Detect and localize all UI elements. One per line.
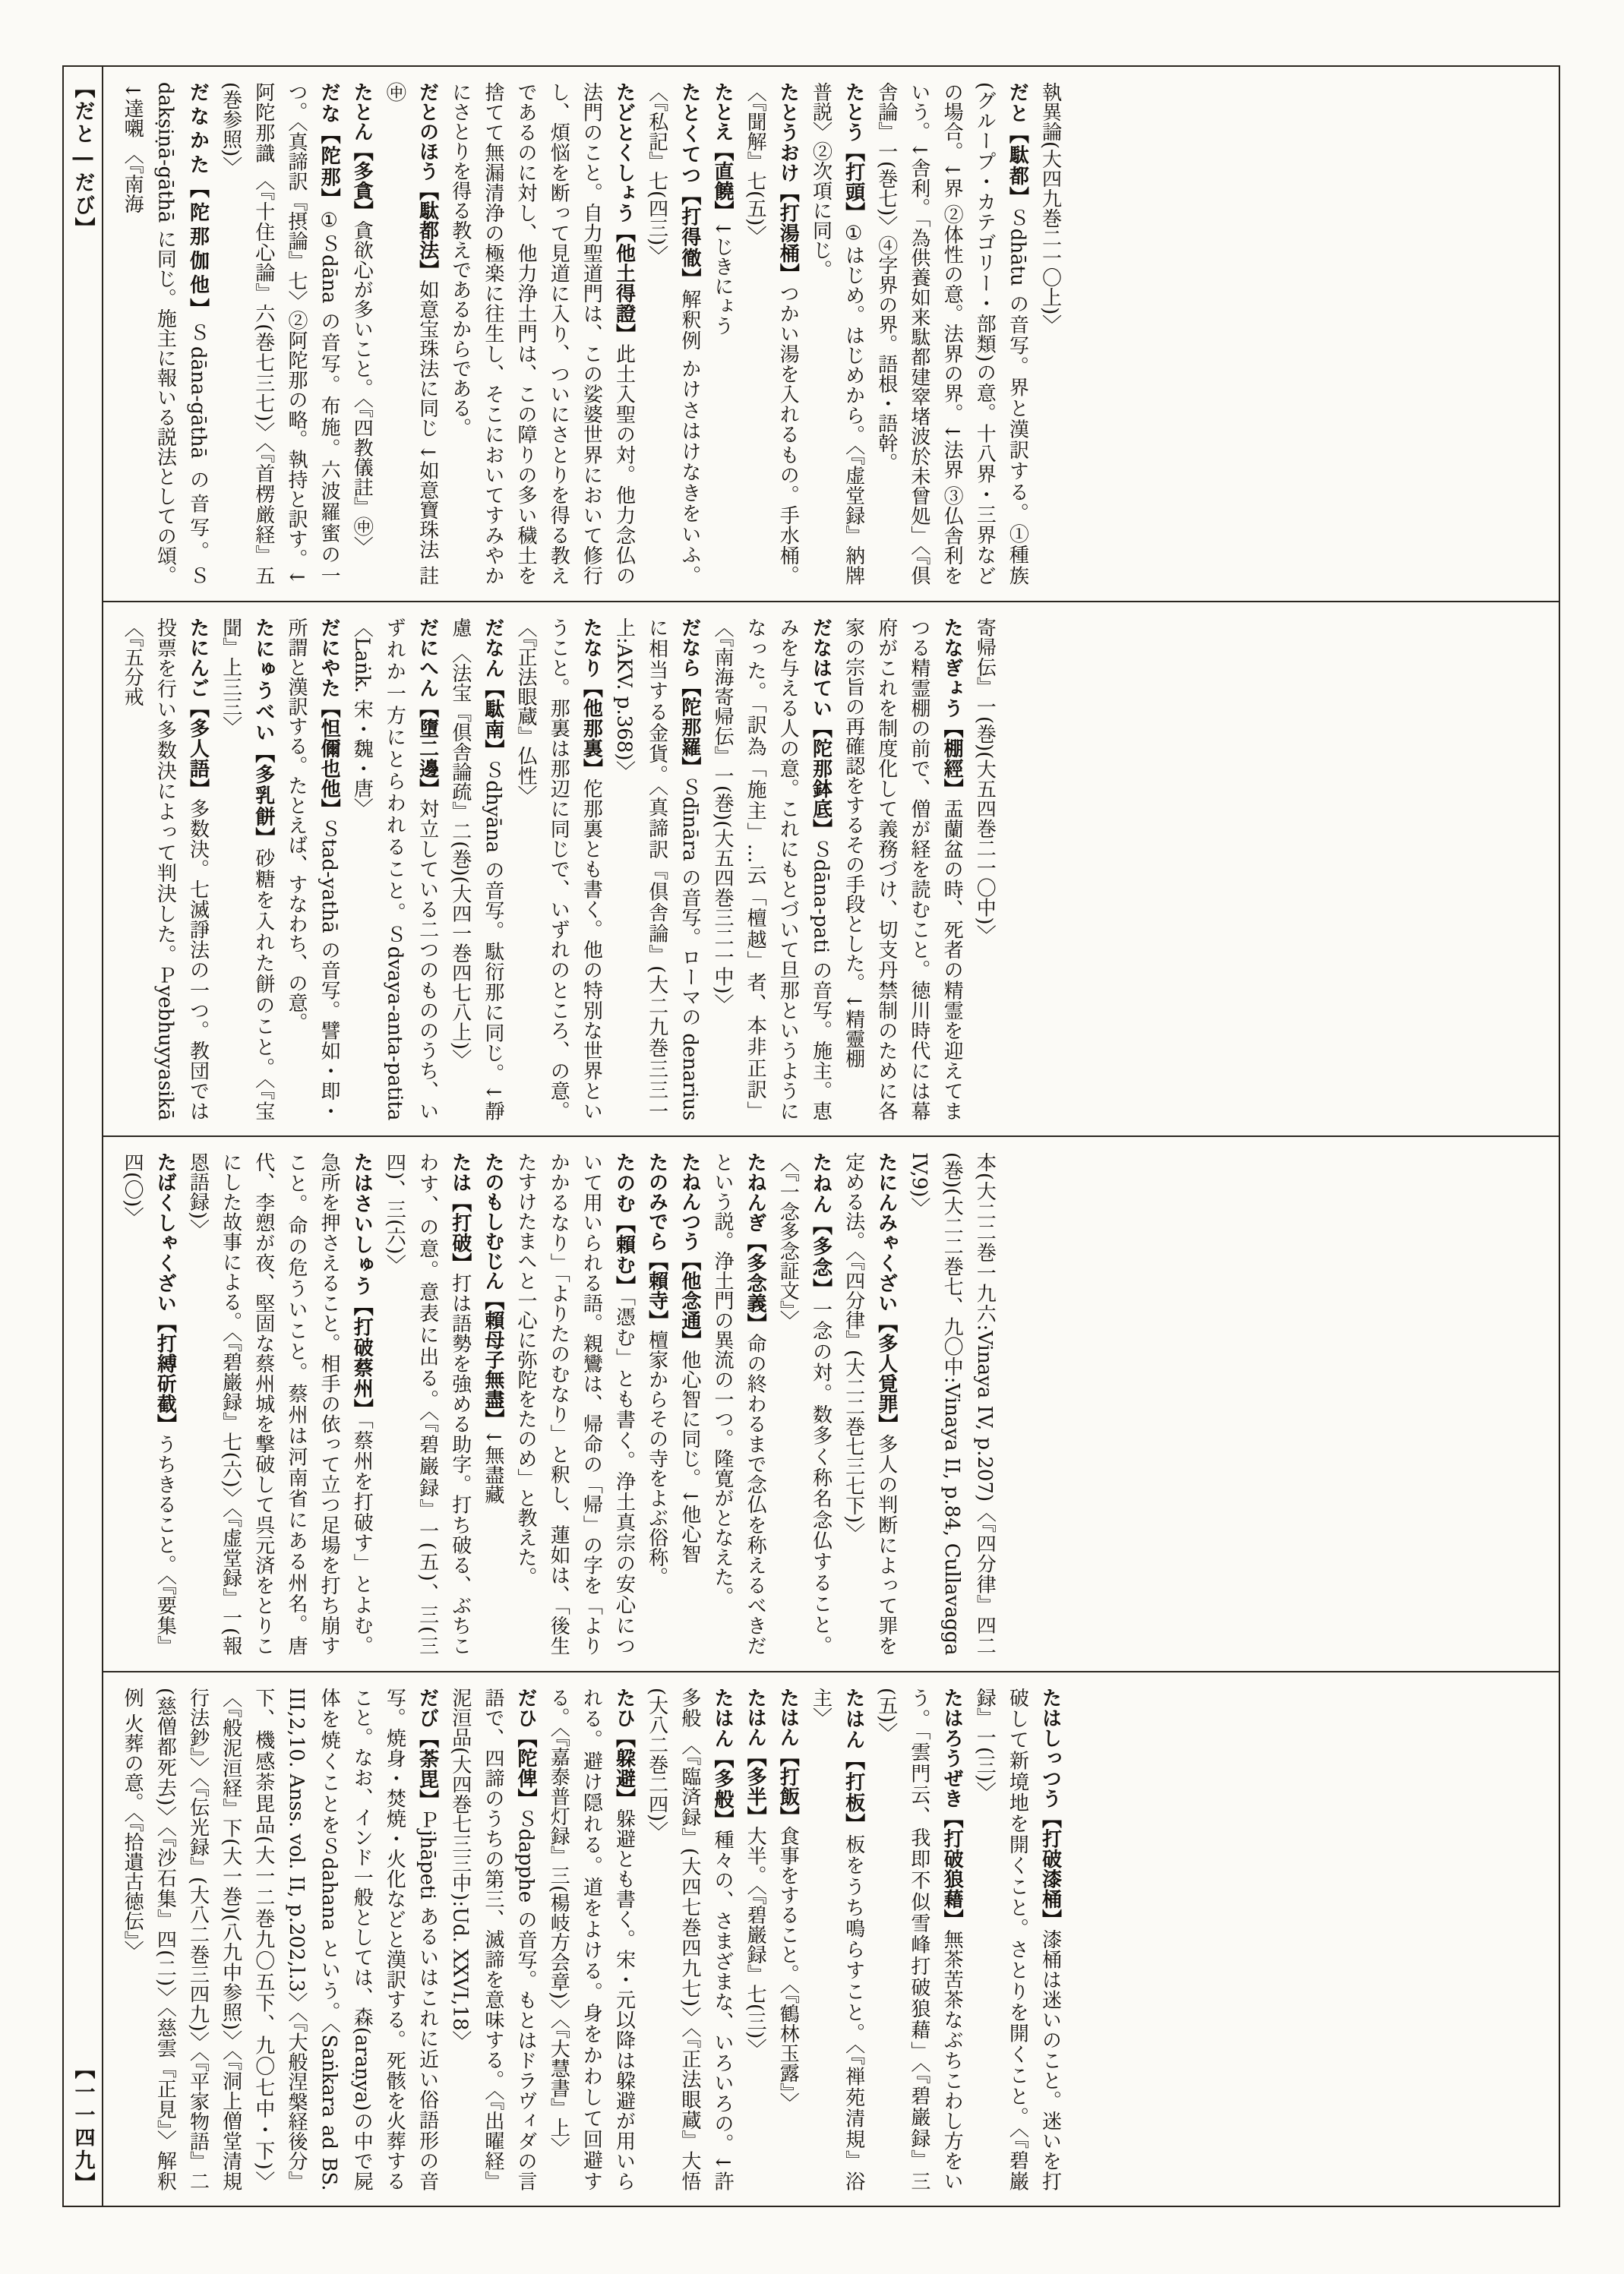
entry-headword: だにやた【怛儞也他】 [318, 617, 341, 819]
dictionary-entry [870, 1688, 968, 2191]
dictionary-entry [115, 1152, 181, 1656]
dictionary-entry [213, 617, 279, 1121]
band-2-entries [115, 617, 1000, 1121]
entry-headword: たどとくしょう【他土得證】 [612, 82, 636, 344]
entry-body: Ｓdhātu の音写。界と漢訳する。①種族(グループ・カテゴリー・部類)の意。十八界・三界などの場合。↓界 ②体性の意。法界の界。↓法界 ③仏舎利をいう。↓舎利。「為供養如来駄都建窣堵波於未曾処」〈『倶舎論』一(巻七)〉④字界の界。語根・語幹。 [874, 82, 1029, 586]
entry-body: Ｓdāna-pati の音写。施主。恵みを与える人の意。これにもとづいて旦那というようになった。「訳為「施主」…云「檀越」者、本非正訳」〈『南海寄帰伝』一(巻)(大五四巻三二一中)〉 [710, 617, 833, 1120]
entry-headword: たはん【多半】 [744, 1687, 767, 1826]
entry-headword: たのむ【賴む】 [612, 1152, 636, 1296]
entry-body: 本(大二二巻一九六:Vinaya IV, p.207)〈『四分律』四二(巻)(大二二巻七、九〇中:Vinaya II, p.84, Cullavagga IV,9)〉 [907, 1152, 997, 1656]
entry-headword: たなり【他那裏】 [580, 617, 603, 779]
running-head: 【だと―だび】 [71, 77, 95, 240]
entry-body: 如意宝珠法に同じ ↓如意寶珠法 註㊥ [383, 82, 439, 586]
entry-body: Ｓdīnāra の音写。ローマの denarius に相当する金貨。〈真諦訳『倶舎論』(大二九巻三三一上:AKV. p.368)〉 [612, 617, 701, 1121]
dictionary-entry [476, 1152, 509, 1656]
entry-headword: たはさいしゅう【打破蔡州】 [350, 1152, 374, 1420]
entry-headword: たのもしむじん【賴母子無盡】 [481, 1152, 504, 1429]
dictionary-entry [378, 82, 443, 586]
dictionary-entry [804, 82, 869, 586]
page-number: 【一一四九】 [71, 2058, 95, 2195]
entry-body: 多人の判断によって罪を定める法。〈『四分律』(大二二巻七三七下)〉 [842, 1152, 898, 1656]
entry-body: Ｐjhāpeti あるいはこれに近い俗語形の音写。焼身・焚焼・火化などと漢訳する。死骸を火葬すること。なお、インド一般としては、森(araṇya)の中で屍体を焼くことをＳdahana という。〈Saṅkara ad BS. III,2,10. Anss. vol. II, p.202,l.3〉〈『大般涅槃経後分』下、機感荼毘品(大一二巻九〇五下、九〇七中・下)〉〈『般泥洹経』下(大一巻)(八九中参照)〉〈『洞上僧堂清規行法鈔』〉〈『伝光録』(大八二巻三四九)〉〈『平家物語』二(慈僧都死去)〉〈『沙石集』四(二)〉〈慈雲『正見』〉解釈例 火葬の意。〈『拾遺古徳伝』〉 [121, 1687, 439, 2191]
dictionary-entry [444, 1688, 542, 2191]
dictionary-entry [738, 82, 804, 586]
band-2 [103, 602, 1559, 1138]
entry-body: 大半。〈『碧巌録』七(三)〉 [744, 1825, 767, 2058]
entry-body: つかい湯を入れるもの。手水桶。〈『聞解』七(五)〉 [744, 82, 800, 586]
entry-body: 砂糖を入れた餅のこと。〈『宝聞』上三三〉 [219, 617, 275, 1121]
entry-body: 此土入聖の対。他力念仏の法門のこと。自力聖道門は、この娑婆世界において修行し、煩悩を断って見道に入り、ついにさとりを得る教えであるのに対し、他力浄土門は、この障りの多い穢土を捨てて無漏清浄の極楽に往生し、そこにおいてすみやかにさとりを得る教えであるからである。 [448, 82, 636, 586]
dictionary-entry [836, 1152, 902, 1656]
entry-body: 貪欲心が多いこと。〈『四教儀註』㊥〉 [350, 220, 374, 556]
entry-headword: たとうおけ【打湯桶】 [776, 82, 800, 284]
band-1 [103, 67, 1559, 602]
entry-headword: たは【打破】 [448, 1152, 472, 1274]
entry-headword: だなん【駄南】 [481, 617, 504, 760]
entry-headword: だび【荼毘】 [415, 1687, 439, 1810]
entry-headword: だなら【陀那羅】 [678, 617, 701, 777]
dictionary-entry [968, 1688, 1066, 2191]
text-body [103, 67, 1559, 2206]
dictionary-entry [542, 1688, 640, 2191]
dictionary-entry [738, 1688, 771, 2191]
entry-body: うちきること。〈『要集』四(〇)〉 [121, 1152, 177, 1656]
entry-headword: だにへん【墮二邊】 [415, 617, 439, 799]
entry-body: 多数決。七滅諍法の一つ。教団では投票を行い多数決によって判決した。Ｐyebhuyyasikā 〈『五分戒 [121, 617, 210, 1121]
entry-body: Ｓdāna-gāthā の音写。Ｓdakṣiṇā-gāthā に同じ。施主に報いる説法としての頌。↓達嚫 〈『南海 [121, 82, 210, 586]
band-4 [103, 1672, 1559, 2206]
entry-headword: たとう【打頭】 [842, 82, 865, 223]
entry-body: 一念の対。数多く称名念仏すること。〈『一念多念証文』〉 [776, 1152, 833, 1656]
dictionary-entry [181, 1152, 378, 1656]
entry-body: Ｓdapphe の音写。もとはドラヴィダの言語で、四諦のうちの第三、滅諦を意味する。〈『出曜経』泥洹品(大四巻七三三中):Ud. XXVI,18〉 [448, 1687, 538, 2191]
dictionary-entry [640, 82, 706, 586]
entry-body: 佗那裏とも書く。他の特別な世界ということ。那裏は那辺に同じで、いずれのところ、の意。〈『正法眼蔵』仏性〉 [514, 617, 603, 1121]
entry-headword: たとん【多貪】 [350, 82, 374, 220]
dictionary-entry [804, 1688, 869, 2191]
entry-headword: だなはてい【陀那鉢底】 [809, 617, 833, 839]
dictionary-entry [444, 617, 509, 1121]
entry-body: 寄帰伝』一(巻)(大五四巻二一〇中)〉 [973, 617, 997, 945]
entry-headword: たねんぎ【多念義】 [744, 1152, 767, 1334]
entry-headword: たのみでら【賴寺】 [645, 1152, 668, 1330]
entry-body: Ｓdhyāna の音写。駄衍那に同じ。↓靜慮 〈法宝『倶舎論疏』二(巻)(大四一巻四七八上)〉 [448, 617, 504, 1121]
entry-headword: たにゅうべい【多乳餅】 [251, 617, 275, 848]
dictionary-entry [444, 82, 640, 586]
entry-headword: たなぎょう【棚經】 [940, 617, 964, 799]
entry-headword: だとのほう【駄都法】 [415, 82, 439, 280]
entry-body: 板をうち鳴らすこと。〈『禅苑清規』浴主〉 [809, 1687, 865, 2191]
entry-headword: たひ【躱避】 [612, 1687, 636, 1808]
dictionary-entry [771, 1688, 804, 2191]
dictionary-entry [509, 1152, 640, 1656]
entry-body: 無茶苦茶なぶちこわし方をいう。「雲門云、我即不似雪峰打破狼藉」〈『碧巌録』三(五)〉 [874, 1687, 964, 2191]
entry-headword: たとくてつ【打得徹】 [678, 82, 701, 289]
entry-body: 種々の、さまざまな、いろいろの。↓許多般 〈『臨済録』(大四七巻四九七)〉〈『正法眼蔵』大悟(大八二巻二四)〉 [645, 1687, 734, 2190]
dictionary-entry [607, 617, 705, 1121]
band-1-entries [115, 82, 1066, 586]
entry-headword: たにんみゃくざい【多人覓罪】 [874, 1152, 898, 1435]
band-3-entries [115, 1152, 1000, 1656]
entry-body: 執異論(大四九巻二一〇上)〉 [1038, 82, 1062, 335]
entry-headword: たはん【打板】 [842, 1687, 865, 1834]
entry-body: 解釈例 かけさはけなきをいふ。〈『私記』七(四三)〉 [645, 82, 701, 586]
dictionary-entry [378, 1152, 476, 1656]
entry-body: 食事をすること。〈『鶴林玉露』〉 [776, 1825, 800, 2112]
entry-body: Ｓtad-yathā の音写。譬如・即・所謂と漢訳する。たとえば、すなわち、の意。 [284, 617, 341, 1120]
entry-body: 打は語勢を強める助字。打ち破る、ぶちこわす、の意。意表に出る。〈『碧巌録』一(五)、三(三四)、三(六)〉 [383, 1152, 472, 1656]
entry-headword: たはしっつう【打破漆桶】 [1038, 1687, 1062, 1929]
entry-headword: たはろうぜき【打破狼藉】 [940, 1687, 964, 1929]
entry-headword: たはん【打飯】 [776, 1687, 800, 1826]
dictionary-entry [706, 617, 837, 1121]
entry-body: 「蔡州を打破す」とよむ。急所を押さえること。相手の依って立つ足場を打ち崩すこと。命の危ういこと。蔡州は河南省にある州名。唐代、李愬が夜、堅固な蔡州城を撃破して呉元済をとりこにした故事による。〈『碧巌録』七(六)〉〈『虚堂録』一(報恩語録)〉 [186, 1152, 374, 1656]
entry-headword: たとえ【直饒】 [710, 82, 734, 220]
entry-headword: たはん【多般】 [710, 1687, 734, 1830]
dictionary-entry [706, 82, 738, 586]
dictionary-entry [1033, 82, 1066, 586]
dictionary-entry [213, 82, 345, 586]
dictionary-entry [345, 617, 443, 1121]
dictionary-entry [836, 617, 968, 1121]
page-frame [62, 65, 1560, 2207]
entry-headword: たねん【多念】 [809, 1152, 833, 1300]
entry-headword: たねんつう【他念通】 [678, 1152, 701, 1350]
dictionary-entry [968, 617, 1000, 1121]
band-4-entries [115, 1688, 1066, 2191]
entry-body: ↓無盡藏 [481, 1429, 504, 1505]
entry-body: 対立している二つのもののうち、いずれか一方にとらわれること。Ｓdvaya-anta-patita 〈Laṅk. 宋・魏・唐〉 [350, 617, 439, 1121]
dictionary-entry [115, 82, 213, 586]
entry-body: 命の終わるまで念仏を称えるべきだという説。浄土門の異流の一つ。隆寛がとなえた。 [710, 1152, 767, 1656]
band-3 [103, 1137, 1559, 1672]
dictionary-entry [640, 1688, 738, 2191]
entry-body: 檀家からその寺をよぶ俗称。 [645, 1330, 668, 1587]
left-margin-gutter [64, 67, 103, 2206]
entry-headword: だな【陀那】 [318, 82, 341, 210]
entry-body: 他心智に同じ。↓他心智 [678, 1350, 701, 1564]
dictionary-entry [115, 1688, 444, 2191]
entry-body: 躲避とも書く。宋・元以降は躱避が用いられる。避け隠れる。道をよける。身をかわして回避する。〈『嘉泰普灯録』三(楊岐方会章)〉〈『大慧書』上〉 [547, 1687, 636, 2190]
dictionary-entry [509, 617, 607, 1121]
dictionary-entry [280, 617, 345, 1121]
entry-body: 漆桶は迷いのこと。迷いを打破して新境地を開くこと。さとりを開くこと。〈『碧巌録』一(三)〉 [973, 1687, 1062, 2191]
entry-headword: たにんご【多人語】 [186, 617, 210, 799]
dictionary-entry [706, 1152, 771, 1656]
entry-body: ①Ｓdāna の音写。布施。六波羅蜜の一つ。〈真諦訳『摂論』七〉②阿陀那の略。執持と訳す。↓阿陀那識 〈『十住心論』六(巻七三七)〉〈『首楞厳経』五(巻参照)〉 [219, 82, 341, 586]
dictionary-entry [640, 1152, 673, 1656]
dictionary-entry [673, 1152, 706, 1656]
dictionary-entry [345, 82, 378, 586]
entry-headword: だなかた【陀那伽他】 [186, 82, 210, 323]
entry-body: ①はじめ。はじめから。〈『虚堂録』納牌普説〉②次項に同じ。 [809, 82, 865, 586]
entry-headword: だひ【陀俾】 [514, 1687, 538, 1808]
dictionary-entry [771, 1152, 836, 1656]
entry-headword: たばくしゃくざい【打縛斫截】 [153, 1152, 177, 1434]
entry-body: ↓じきにょう [710, 220, 734, 336]
entry-body: 「憑む」とも書く。浄土真宗の安心について用いられる語。親鸞は、帰命の「帰」の字を「よりかかるなり」「よりたのむなり」と釈し、蓮如は、「後生たすけたまへと一心に弥陀をたのめ」と教えた。 [514, 1152, 636, 1656]
entry-headword: だと【駄都】 [1006, 82, 1029, 208]
entry-body: 盂蘭盆の時、死者の精霊を迎えてまつる精霊棚の前で、僧が経を読むこと。徳川時代には幕府がこれを制度化して義務づけ、切支丹禁制のために各家の宗旨の再確認をするその手段とした。↓精靈棚 [842, 617, 964, 1121]
dictionary-entry [870, 82, 1034, 586]
dictionary-entry [115, 617, 213, 1121]
dictionary-entry [902, 1152, 1000, 1656]
